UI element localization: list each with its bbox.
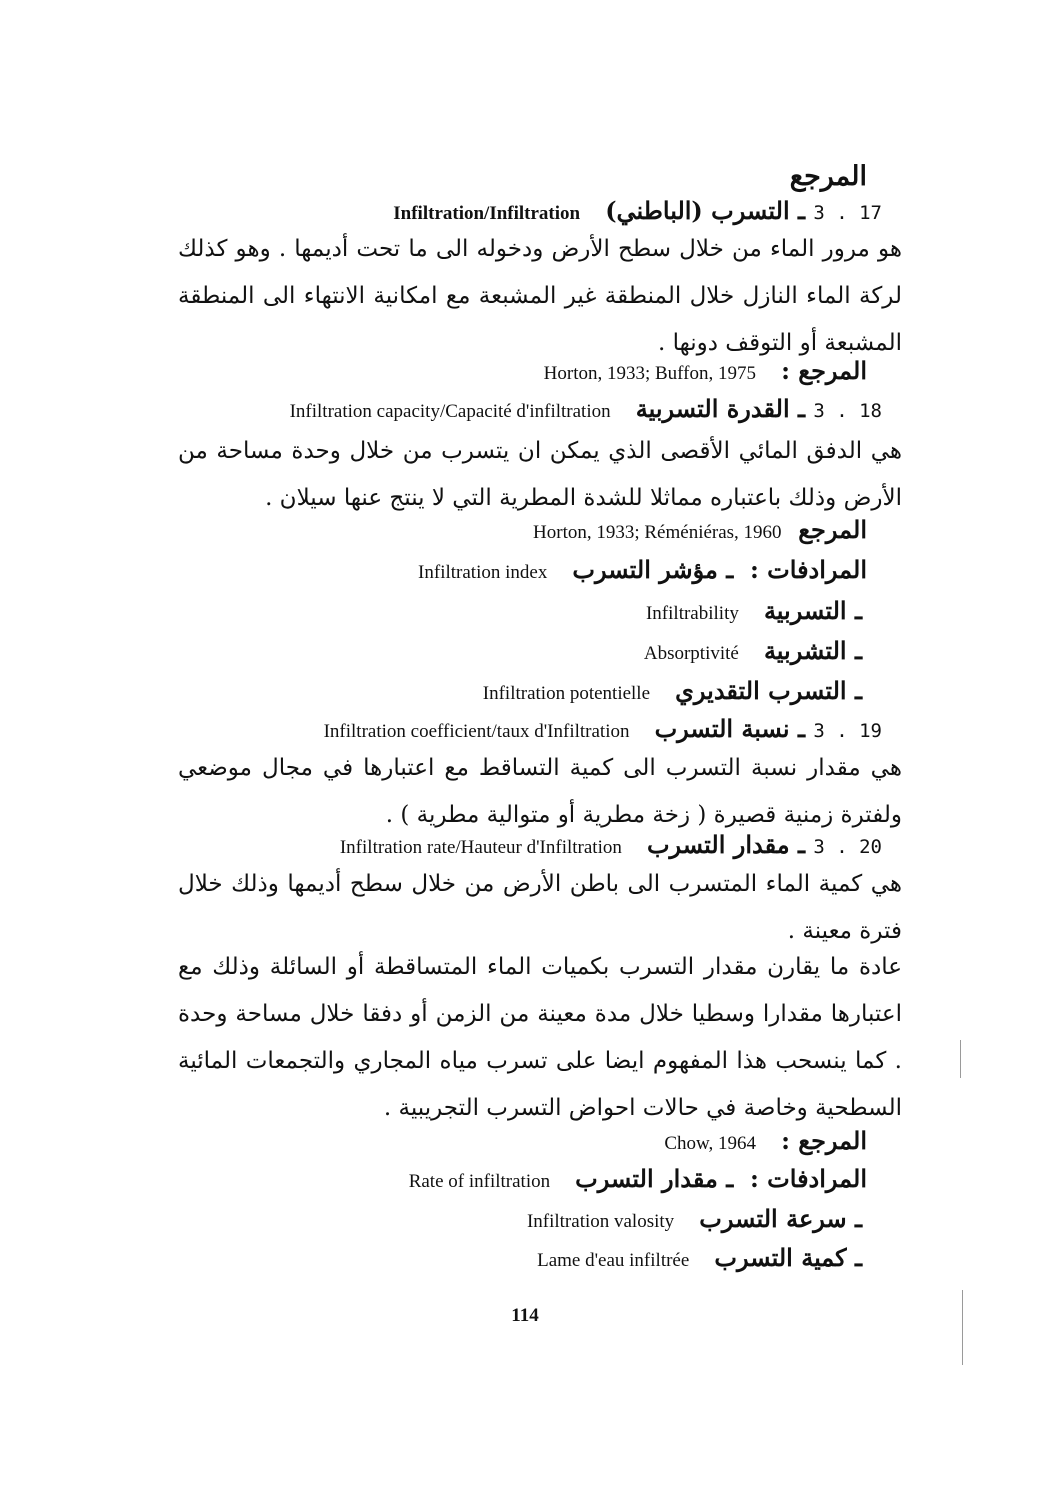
synonym-item — [483, 674, 862, 711]
synonyms-label: المرادفات : — [749, 1164, 867, 1193]
entry-number: 3 . 19 — [813, 720, 882, 742]
synonym-lat: Infiltration potentielle — [482, 683, 651, 704]
scan-margin-mark — [960, 1040, 961, 1078]
entry-3-18-heading — [290, 392, 882, 429]
synonym-ar: ـ مقدار التسرب — [575, 1164, 734, 1193]
entry-3-20-note: عادة ما يقارن مقدار التسرب بكميات الماء المتساقطة أو السائلة وذلك مع اعتبارها مقدارا وسطيا خلال مدة معينة من الزمن أو دفقا خلال مساحة وحدة . كما ينسحب هذا المفهوم ايضا على تسرب مياه المجاري والتجمعات المائية السطحية وخاصة في حالات احواض التسرب التجريبية . — [178, 954, 902, 1121]
reference-citation: Chow, 1964 — [664, 1133, 756, 1154]
entry-title-lat: Infiltration/Infiltration — [393, 203, 581, 224]
synonym-ar: ـ التسرب التقديري — [675, 676, 862, 705]
entry-3-20-reference — [664, 1124, 867, 1161]
entry-3-20-definition: هي كمية الماء المتسرب الى باطن الأرض من خلال سطح أديمها وذلك خلال فترة معينة . — [178, 871, 902, 944]
entry-title-lat: Infiltration rate/Hauteur d'Infiltration — [339, 837, 622, 858]
page-number: 114 — [511, 1305, 539, 1326]
entry-3-20-synonyms — [409, 1162, 867, 1199]
entry-title-ar: ـ نسبة التسرب — [654, 714, 805, 743]
synonym-ar: ـ التشربية — [763, 636, 862, 665]
synonym-lat: Absorptivité — [643, 643, 739, 664]
synonym-lat: Infiltrability — [645, 603, 739, 624]
entry-title-ar: ـ التسرب (الباطني) — [605, 196, 805, 225]
entry-number: 3 . 17 — [813, 202, 882, 224]
synonyms-label: المرادفات : — [749, 555, 867, 584]
entry-title-lat: Infiltration coefficient/taux d'Infiltration — [323, 721, 630, 742]
reference-label: المرجع : — [781, 356, 867, 385]
synonym-ar: ـ كمية التسرب — [714, 1243, 862, 1272]
synonym-lat: Infiltration index — [418, 562, 548, 583]
synonym-ar: ـ سرعة التسرب — [699, 1204, 862, 1233]
synonym-item — [537, 1241, 862, 1278]
reference-label: المرجع — [798, 515, 867, 544]
entry-3-17-definition: هو مرور الماء من خلال سطح الأرض ودخوله الى ما تحت أديمها . وهو كذلك لركة الماء النازل خلال المنطقة غير المشبعة مع امكانية الانتهاء الى المنطقة المشبعة أو التوقف دونها . — [178, 236, 902, 356]
synonym-lat: Infiltration valosity — [526, 1211, 675, 1232]
entry-number: 3 . 20 — [813, 836, 882, 858]
entry-3-19-heading — [324, 712, 882, 749]
synonym-ar: ـ التسربية — [763, 596, 862, 625]
entry-3-19-definition: هي مقدار نسبة التسرب الى كمية التساقط مع اعتبارها في مجال موضعي ولفترة زمنية قصيرة ( زخة مطرية أو متوالية مطرية ) . — [178, 755, 902, 828]
entry-3-17-reference — [544, 354, 867, 391]
reference-citation: Horton, 1933; Buffon, 1975 — [543, 363, 756, 384]
scan-margin-mark — [962, 1290, 963, 1365]
entry-title-ar: ـ مقدار التسرب — [646, 830, 805, 859]
reference-label: المرجع : — [781, 1126, 867, 1155]
entry-3-18-reference — [533, 513, 867, 550]
entry-title-ar: ـ القدرة التسربية — [635, 394, 805, 423]
reference-citation: Horton, 1933; Réméniéras, 1960 — [533, 522, 782, 543]
synonym-item — [646, 594, 862, 631]
synonym-ar: ـ مؤشر التسرب — [572, 555, 734, 584]
synonym-item — [644, 634, 862, 671]
top-reference-heading: المرجع — [789, 161, 867, 192]
entry-3-20-heading — [340, 828, 882, 865]
synonym-lat: Lame d'eau infiltrée — [537, 1250, 690, 1271]
synonym-lat: Rate of infiltration — [408, 1171, 551, 1192]
synonym-item — [527, 1202, 862, 1239]
entry-number: 3 . 18 — [813, 400, 882, 422]
entry-3-18-definition: هي الدفق المائي الأقصى الذي يمكن ان يتسرب من خلال وحدة مساحة من الأرض وذلك باعتباره مماثلا للشدة المطرية التي لا ينتج عنها سيلان . — [178, 438, 902, 511]
entry-3-18-synonyms — [418, 553, 867, 590]
entry-title-lat: Infiltration capacity/Capacité d'infiltration — [289, 401, 611, 422]
